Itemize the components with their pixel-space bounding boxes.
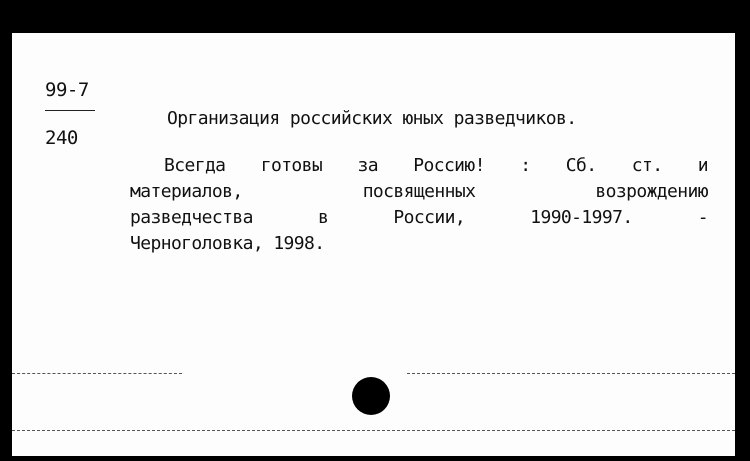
description-line-3: разведчества в России, 1990-1997. -: [130, 207, 708, 228]
description-line-4: Черноголовка, 1998.: [130, 233, 325, 254]
shelf-mark-divider: [45, 110, 95, 111]
scan-artifact-line: [407, 373, 735, 374]
card-description: [130, 153, 708, 257]
description-line-2: материалов, посвященных возрождению: [130, 181, 708, 202]
punch-hole: [352, 377, 390, 415]
card-heading: Организация российских юных разведчиков.: [167, 108, 577, 129]
shelf-mark-bottom: 240: [45, 127, 78, 149]
scan-artifact-line: [12, 430, 735, 431]
scan-artifact-line: [12, 373, 182, 374]
catalog-card: [12, 33, 735, 456]
shelf-mark-top: 99-7: [45, 79, 89, 101]
description-line-1: Всегда готовы за Россию! : Сб. ст. и: [164, 155, 708, 176]
